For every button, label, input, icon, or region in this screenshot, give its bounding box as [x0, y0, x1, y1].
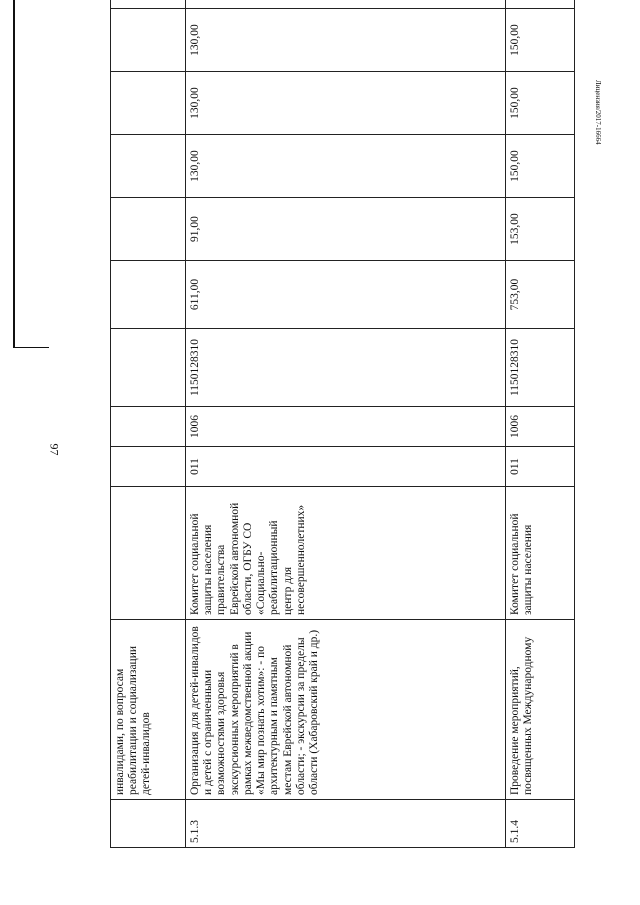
value-year-3: 130,00 [186, 72, 506, 135]
grbs-code: 011 [506, 447, 575, 487]
budget-table [110, 0, 575, 848]
page-number: 97 [47, 443, 62, 456]
activity-name: Проведение мероприятий, посвященных Международному [506, 620, 575, 800]
margin-line-horizontal [13, 347, 49, 348]
value-total [111, 261, 186, 329]
csr-code: 1150128310 [186, 329, 506, 407]
value-year-5 [186, 0, 506, 9]
activity-name: Организация для детей-инвалидов и детей с ограниченными возможностями здоровья экскурсионных мероприятий в рамках межведомственной акции «Мы мир познать хотим»: - по архитектурным и памятным местам Еврейской автономной области; - экскурсии за пределы области (Хабаровский край и др.) [186, 620, 506, 800]
table-row [186, 0, 506, 848]
value-year-2: 130,00 [186, 135, 506, 198]
value-year-5 [111, 0, 186, 9]
row-number: 5.1.3 [186, 800, 506, 848]
grbs-code [111, 447, 186, 487]
value-total: 611,00 [186, 261, 506, 329]
value-year-5 [506, 0, 575, 9]
table-row [111, 0, 186, 848]
csr-code: 1150128310 [506, 329, 575, 407]
activity-name: инвалидами, по вопросам реабилитации и социализации детей-инвалидов [111, 620, 186, 800]
rotated-table-wrapper [110, 24, 574, 848]
executor: Комитет социальной защиты населения правительства Еврейской автономной области, ОГБУ СО «Социально-реабилитационный центр для несовершеннолетних» [186, 487, 506, 620]
value-year-3: 150,00 [506, 72, 575, 135]
grbs-code: 011 [186, 447, 506, 487]
value-year-1: 153,00 [506, 198, 575, 261]
value-year-1: 91,00 [186, 198, 506, 261]
value-total: 753,00 [506, 261, 575, 329]
margin-line-vertical [13, 0, 15, 348]
license-stamp: Лицензия/2017-16664 [594, 80, 602, 145]
rzpr-code: 1006 [186, 407, 506, 447]
executor: Комитет социальной защиты населения [506, 487, 575, 620]
value-year-4 [111, 9, 186, 72]
row-number: 5.1.4 [506, 800, 575, 848]
executor [111, 487, 186, 620]
value-year-4: 130,00 [186, 9, 506, 72]
value-year-1 [111, 198, 186, 261]
value-year-4: 150,00 [506, 9, 575, 72]
row-number [111, 800, 186, 848]
rzpr-code [111, 407, 186, 447]
table-row [506, 0, 575, 848]
value-year-2: 150,00 [506, 135, 575, 198]
value-year-3 [111, 72, 186, 135]
value-year-2 [111, 135, 186, 198]
csr-code [111, 329, 186, 407]
rzpr-code: 1006 [506, 407, 575, 447]
